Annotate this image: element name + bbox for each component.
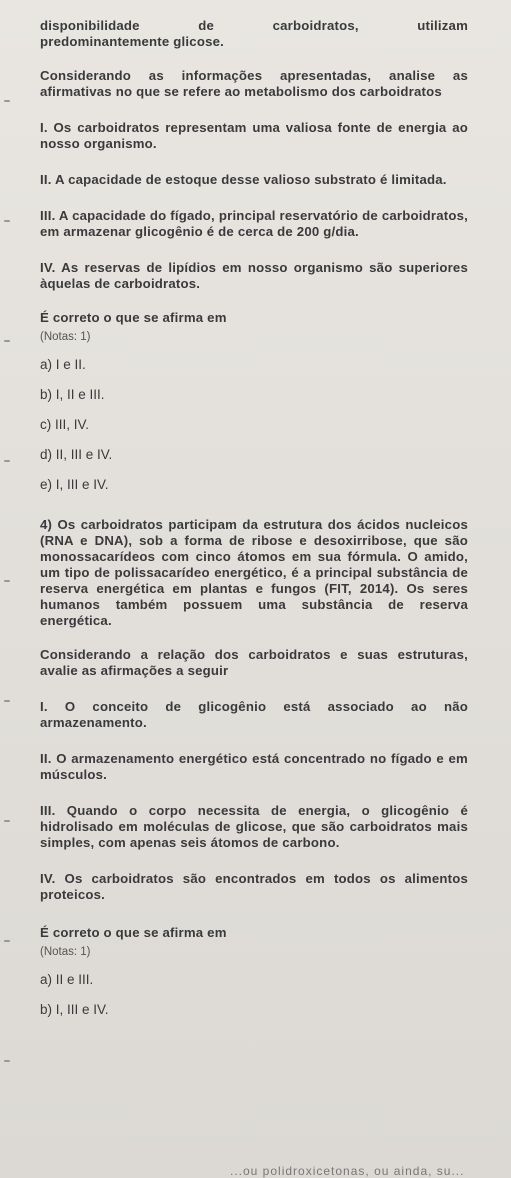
q3-statement-2: II. A capacidade de estoque desse valioso substrato é limitada. <box>40 172 447 187</box>
q4-option-a[interactable]: a) II e III. <box>40 972 94 987</box>
q3-option-a[interactable]: a) I e II. <box>40 357 86 372</box>
question-content <box>40 18 468 1032</box>
q4-statement-1: I. O conceito de glicogênio está associado ao não armazenamento. <box>40 699 468 730</box>
q3-context: Considerando as informações apresentadas, analise as afirmativas no que se refere ao metabolismo dos carboidratos <box>40 68 468 99</box>
q3-option-d[interactable]: d) II, III e IV. <box>40 447 113 462</box>
q3-option-c[interactable]: c) III, IV. <box>40 417 90 432</box>
q4-option-b[interactable]: b) I, III e IV. <box>40 1002 109 1017</box>
q3-intro-line2: predominantemente glicose. <box>40 34 225 49</box>
q3-prompt: É correto o que se afirma em <box>40 310 227 325</box>
q4-text: 4) Os carboidratos participam da estrutura dos ácidos nucleicos (RNA e DNA), sob a forma de ribose e desoxirribose, que são monossacarídeos com cinco átomos em sua fórmula. O amido, um tipo de polissacarídeo energético, é a principal substância de reserva energética em plantas e fungos (FIT, 2014). Os seres humanos também possuem uma substância de reserva energética. <box>40 517 468 628</box>
q4-notes: (Notas: 1) <box>40 946 91 958</box>
q4-statement-4: IV. Os carboidratos são encontrados em todos os alimentos proteicos. <box>40 871 468 902</box>
q3-statement-1: I. Os carboidratos representam uma valiosa fonte de energia ao nosso organismo. <box>40 120 468 151</box>
q3-intro-line1: disponibilidade de carboidratos, utilizam <box>40 18 468 33</box>
binder-holes <box>4 60 14 1160</box>
q3-option-e[interactable]: e) I, III e IV. <box>40 477 109 492</box>
q3-statement-3: III. A capacidade do fígado, principal reservatório de carboidratos, em armazenar glicogênio é de cerca de 200 g/dia. <box>40 208 468 239</box>
q4-statement-3: III. Quando o corpo necessita de energia, o glicogênio é hidrolisado em moléculas de glicose, que são carboidratos mais simples, com apenas seis átomos de carbono. <box>40 803 468 850</box>
q3-option-b[interactable]: b) I, II e III. <box>40 387 105 402</box>
q3-statement-4: IV. As reservas de lipídios em nosso organismo são superiores àquelas de carboidratos. <box>40 260 468 291</box>
q4-context: Considerando a relação dos carboidratos e suas estruturas, avalie as afirmações a seguir <box>40 647 468 678</box>
q3-notes: (Notas: 1) <box>40 331 91 343</box>
q4-statement-2: II. O armazenamento energético está concentrado no fígado e em músculos. <box>40 751 468 782</box>
footer-fragment: ...ou polidroxicetonas, ou ainda, su... <box>230 1164 465 1178</box>
q4-prompt: É correto o que se afirma em <box>40 925 227 940</box>
